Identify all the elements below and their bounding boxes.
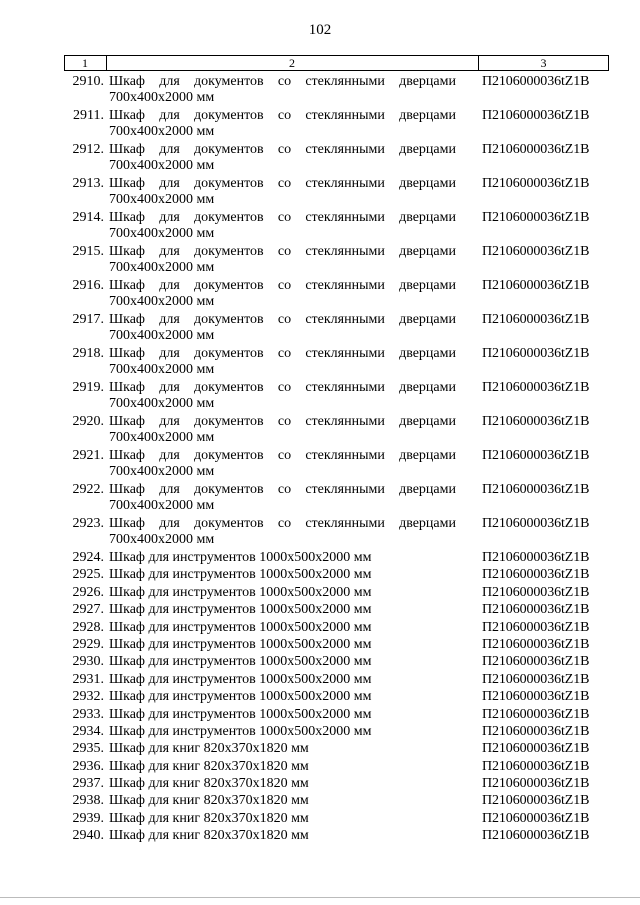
table-row [64,793,609,810]
item-name-line1: Шкаф для документов со стеклянными дверцами [109,210,456,225]
table-row [64,776,609,793]
item-code: П2106000036tZ1B [482,516,590,531]
item-code: П2106000036tZ1B [482,741,590,757]
item-name [109,482,456,514]
item-name [109,74,456,106]
row-number: 2929. [72,636,104,652]
item-name-line1: Шкаф для инструментов 1000x500x2000 мм [109,671,372,687]
item-code: П2106000036tZ1B [482,448,590,463]
item-name-line1: Шкаф для инструментов 1000x500x2000 мм [109,602,372,618]
table-row [64,724,609,741]
page-number: 102 [308,22,332,38]
item-code: П2106000036tZ1B [482,723,590,739]
item-name-line1: Шкаф для книг 820x370x1820 мм [109,793,309,809]
item-name-line1: Шкаф для документов со стеклянными дверцами [109,448,456,463]
row-number: 2926. [72,584,104,600]
column-header-1: 1 [82,56,88,70]
item-name [109,741,456,757]
item-name [109,637,456,653]
item-name [109,312,456,344]
row-number: 2910. [72,74,104,89]
item-name [109,602,456,618]
item-code: П2106000036tZ1B [482,810,590,826]
item-code: П2106000036tZ1B [482,567,590,583]
item-code: П2106000036tZ1B [482,602,590,618]
item-name [109,672,456,688]
item-name-line2: 700x400x2000 мм [109,396,215,411]
item-name [109,585,456,601]
row-number: 2918. [72,346,104,361]
row-number: 2923. [72,516,104,531]
table-row [64,346,609,380]
item-name-line1: Шкаф для документов со стеклянными дверцами [109,414,456,429]
item-name-line1: Шкаф для книг 820x370x1820 мм [109,810,309,826]
item-name-line1: Шкаф для книг 820x370x1820 мм [109,828,309,844]
item-code: П2106000036tZ1B [482,244,590,259]
table-row [64,654,609,671]
item-code: П2106000036tZ1B [482,74,590,89]
row-number: 2915. [72,244,104,259]
row-number: 2925. [72,567,104,583]
item-code: П2106000036tZ1B [482,706,590,722]
item-name-line2: 700x400x2000 мм [109,464,215,479]
item-name-line1: Шкаф для документов со стеклянными дверцами [109,278,456,293]
table-row [64,585,609,602]
item-name-line1: Шкаф для книг 820x370x1820 мм [109,776,309,792]
item-name [109,689,456,705]
row-number: 2921. [72,448,104,463]
item-name [109,516,456,548]
table-row [64,637,609,654]
row-number: 2934. [72,723,104,739]
item-code: П2106000036tZ1B [482,312,590,327]
item-code: П2106000036tZ1B [482,142,590,157]
item-name [109,620,456,636]
item-name [109,244,456,276]
item-name-line1: Шкаф для документов со стеклянными дверцами [109,312,456,327]
item-code: П2106000036tZ1B [482,654,590,670]
item-name [109,811,456,827]
table-header [64,55,609,71]
column-header-2: 2 [289,56,295,70]
item-name [109,414,456,446]
table-row [64,74,609,108]
item-code: П2106000036tZ1B [482,758,590,774]
table-row [64,707,609,724]
item-code: П2106000036tZ1B [482,108,590,123]
item-name-line1: Шкаф для инструментов 1000x500x2000 мм [109,584,372,600]
item-code: П2106000036tZ1B [482,689,590,705]
item-name-line2: 700x400x2000 мм [109,294,215,309]
table-row [64,482,609,516]
item-name-line1: Шкаф для книг 820x370x1820 мм [109,741,309,757]
item-name-line1: Шкаф для книг 820x370x1820 мм [109,758,309,774]
item-name [109,210,456,242]
table-row [64,602,609,619]
scan-edge-line [0,897,640,898]
item-name-line1: Шкаф для инструментов 1000x500x2000 мм [109,689,372,705]
table-row [64,620,609,637]
item-code: П2106000036tZ1B [482,210,590,225]
item-code: П2106000036tZ1B [482,776,590,792]
item-name [109,793,456,809]
item-name-line2: 700x400x2000 мм [109,362,215,377]
table-row [64,811,609,828]
item-name-line2: 700x400x2000 мм [109,430,215,445]
item-code: П2106000036tZ1B [482,346,590,361]
item-name-line2: 700x400x2000 мм [109,192,215,207]
item-name-line1: Шкаф для документов со стеклянными дверцами [109,142,456,157]
item-code: П2106000036tZ1B [482,380,590,395]
item-code: П2106000036tZ1B [482,278,590,293]
row-number: 2939. [72,810,104,826]
item-name-line2: 700x400x2000 мм [109,260,215,275]
item-name [109,346,456,378]
item-code: П2106000036tZ1B [482,828,590,844]
item-code: П2106000036tZ1B [482,482,590,497]
table-row [64,278,609,312]
table-row [64,414,609,448]
item-code: П2106000036tZ1B [482,671,590,687]
item-code: П2106000036tZ1B [482,584,590,600]
table-row [64,244,609,278]
table-row [64,759,609,776]
table-row [64,448,609,482]
item-name-line2: 700x400x2000 мм [109,158,215,173]
item-code: П2106000036tZ1B [482,793,590,809]
row-number: 2936. [72,758,104,774]
table-row [64,312,609,346]
item-name [109,380,456,412]
row-number: 2935. [72,741,104,757]
item-code: П2106000036tZ1B [482,619,590,635]
item-name-line1: Шкаф для инструментов 1000x500x2000 мм [109,619,372,635]
table-row [64,380,609,414]
table-row [64,828,609,845]
item-name-line1: Шкаф для инструментов 1000x500x2000 мм [109,636,372,652]
item-name [109,550,456,566]
item-name [109,654,456,670]
table-row [64,516,609,550]
row-number: 2928. [72,619,104,635]
item-name-line2: 700x400x2000 мм [109,498,215,513]
row-number: 2919. [72,380,104,395]
item-name-line1: Шкаф для инструментов 1000x500x2000 мм [109,706,372,722]
item-name-line1: Шкаф для инструментов 1000x500x2000 мм [109,654,372,670]
item-name-line1: Шкаф для документов со стеклянными дверцами [109,346,456,361]
row-number: 2930. [72,654,104,670]
item-name [109,567,456,583]
item-name [109,278,456,310]
item-name-line2: 700x400x2000 мм [109,90,215,105]
item-name-line1: Шкаф для документов со стеклянными дверцами [109,74,456,89]
table-row [64,567,609,584]
row-number: 2931. [72,671,104,687]
row-number: 2927. [72,602,104,618]
row-number: 2940. [72,828,104,844]
item-name [109,108,456,140]
row-number: 2917. [72,312,104,327]
item-name-line1: Шкаф для документов со стеклянными дверцами [109,380,456,395]
item-name-line1: Шкаф для документов со стеклянными дверцами [109,176,456,191]
table-row [64,142,609,176]
row-number: 2924. [72,550,104,565]
item-code: П2106000036tZ1B [482,550,590,565]
column-header-3: 3 [540,56,547,70]
item-name [109,176,456,208]
row-number: 2920. [72,414,104,429]
row-number: 2911. [73,108,104,123]
item-name-line1: Шкаф для документов со стеклянными дверцами [109,482,456,497]
item-name-line1: Шкаф для инструментов 1000x500x2000 мм [109,550,372,565]
item-name-line1: Шкаф для документов со стеклянными дверцами [109,516,456,531]
row-number: 2937. [72,776,104,792]
item-name [109,759,456,775]
item-code: П2106000036tZ1B [482,176,590,191]
row-number: 2938. [72,793,104,809]
row-number: 2914. [72,210,104,225]
item-name-line1: Шкаф для документов со стеклянными дверцами [109,244,456,259]
table-row [64,672,609,689]
row-number: 2933. [72,706,104,722]
table-row [64,550,609,567]
row-number: 2912. [72,142,104,157]
table-row [64,176,609,210]
item-code: П2106000036tZ1B [482,636,590,652]
item-name [109,776,456,792]
item-name-line2: 700x400x2000 мм [109,328,215,343]
item-name [109,142,456,174]
table-row [64,741,609,758]
table-row [64,108,609,142]
item-name-line2: 700x400x2000 мм [109,532,215,547]
item-name-line2: 700x400x2000 мм [109,226,215,241]
item-name [109,707,456,723]
item-name-line1: Шкаф для документов со стеклянными дверцами [109,108,456,123]
row-number: 2932. [72,689,104,705]
item-name [109,724,456,740]
row-number: 2916. [72,278,104,293]
row-number: 2922. [72,482,104,497]
table-body [64,74,609,846]
item-name [109,828,456,844]
item-name-line1: Шкаф для инструментов 1000x500x2000 мм [109,567,372,583]
item-code: П2106000036tZ1B [482,414,590,429]
item-name-line2: 700x400x2000 мм [109,124,215,139]
table-row [64,210,609,244]
item-name-line1: Шкаф для инструментов 1000x500x2000 мм [109,723,372,739]
item-name [109,448,456,480]
table-row [64,689,609,706]
row-number: 2913. [72,176,104,191]
